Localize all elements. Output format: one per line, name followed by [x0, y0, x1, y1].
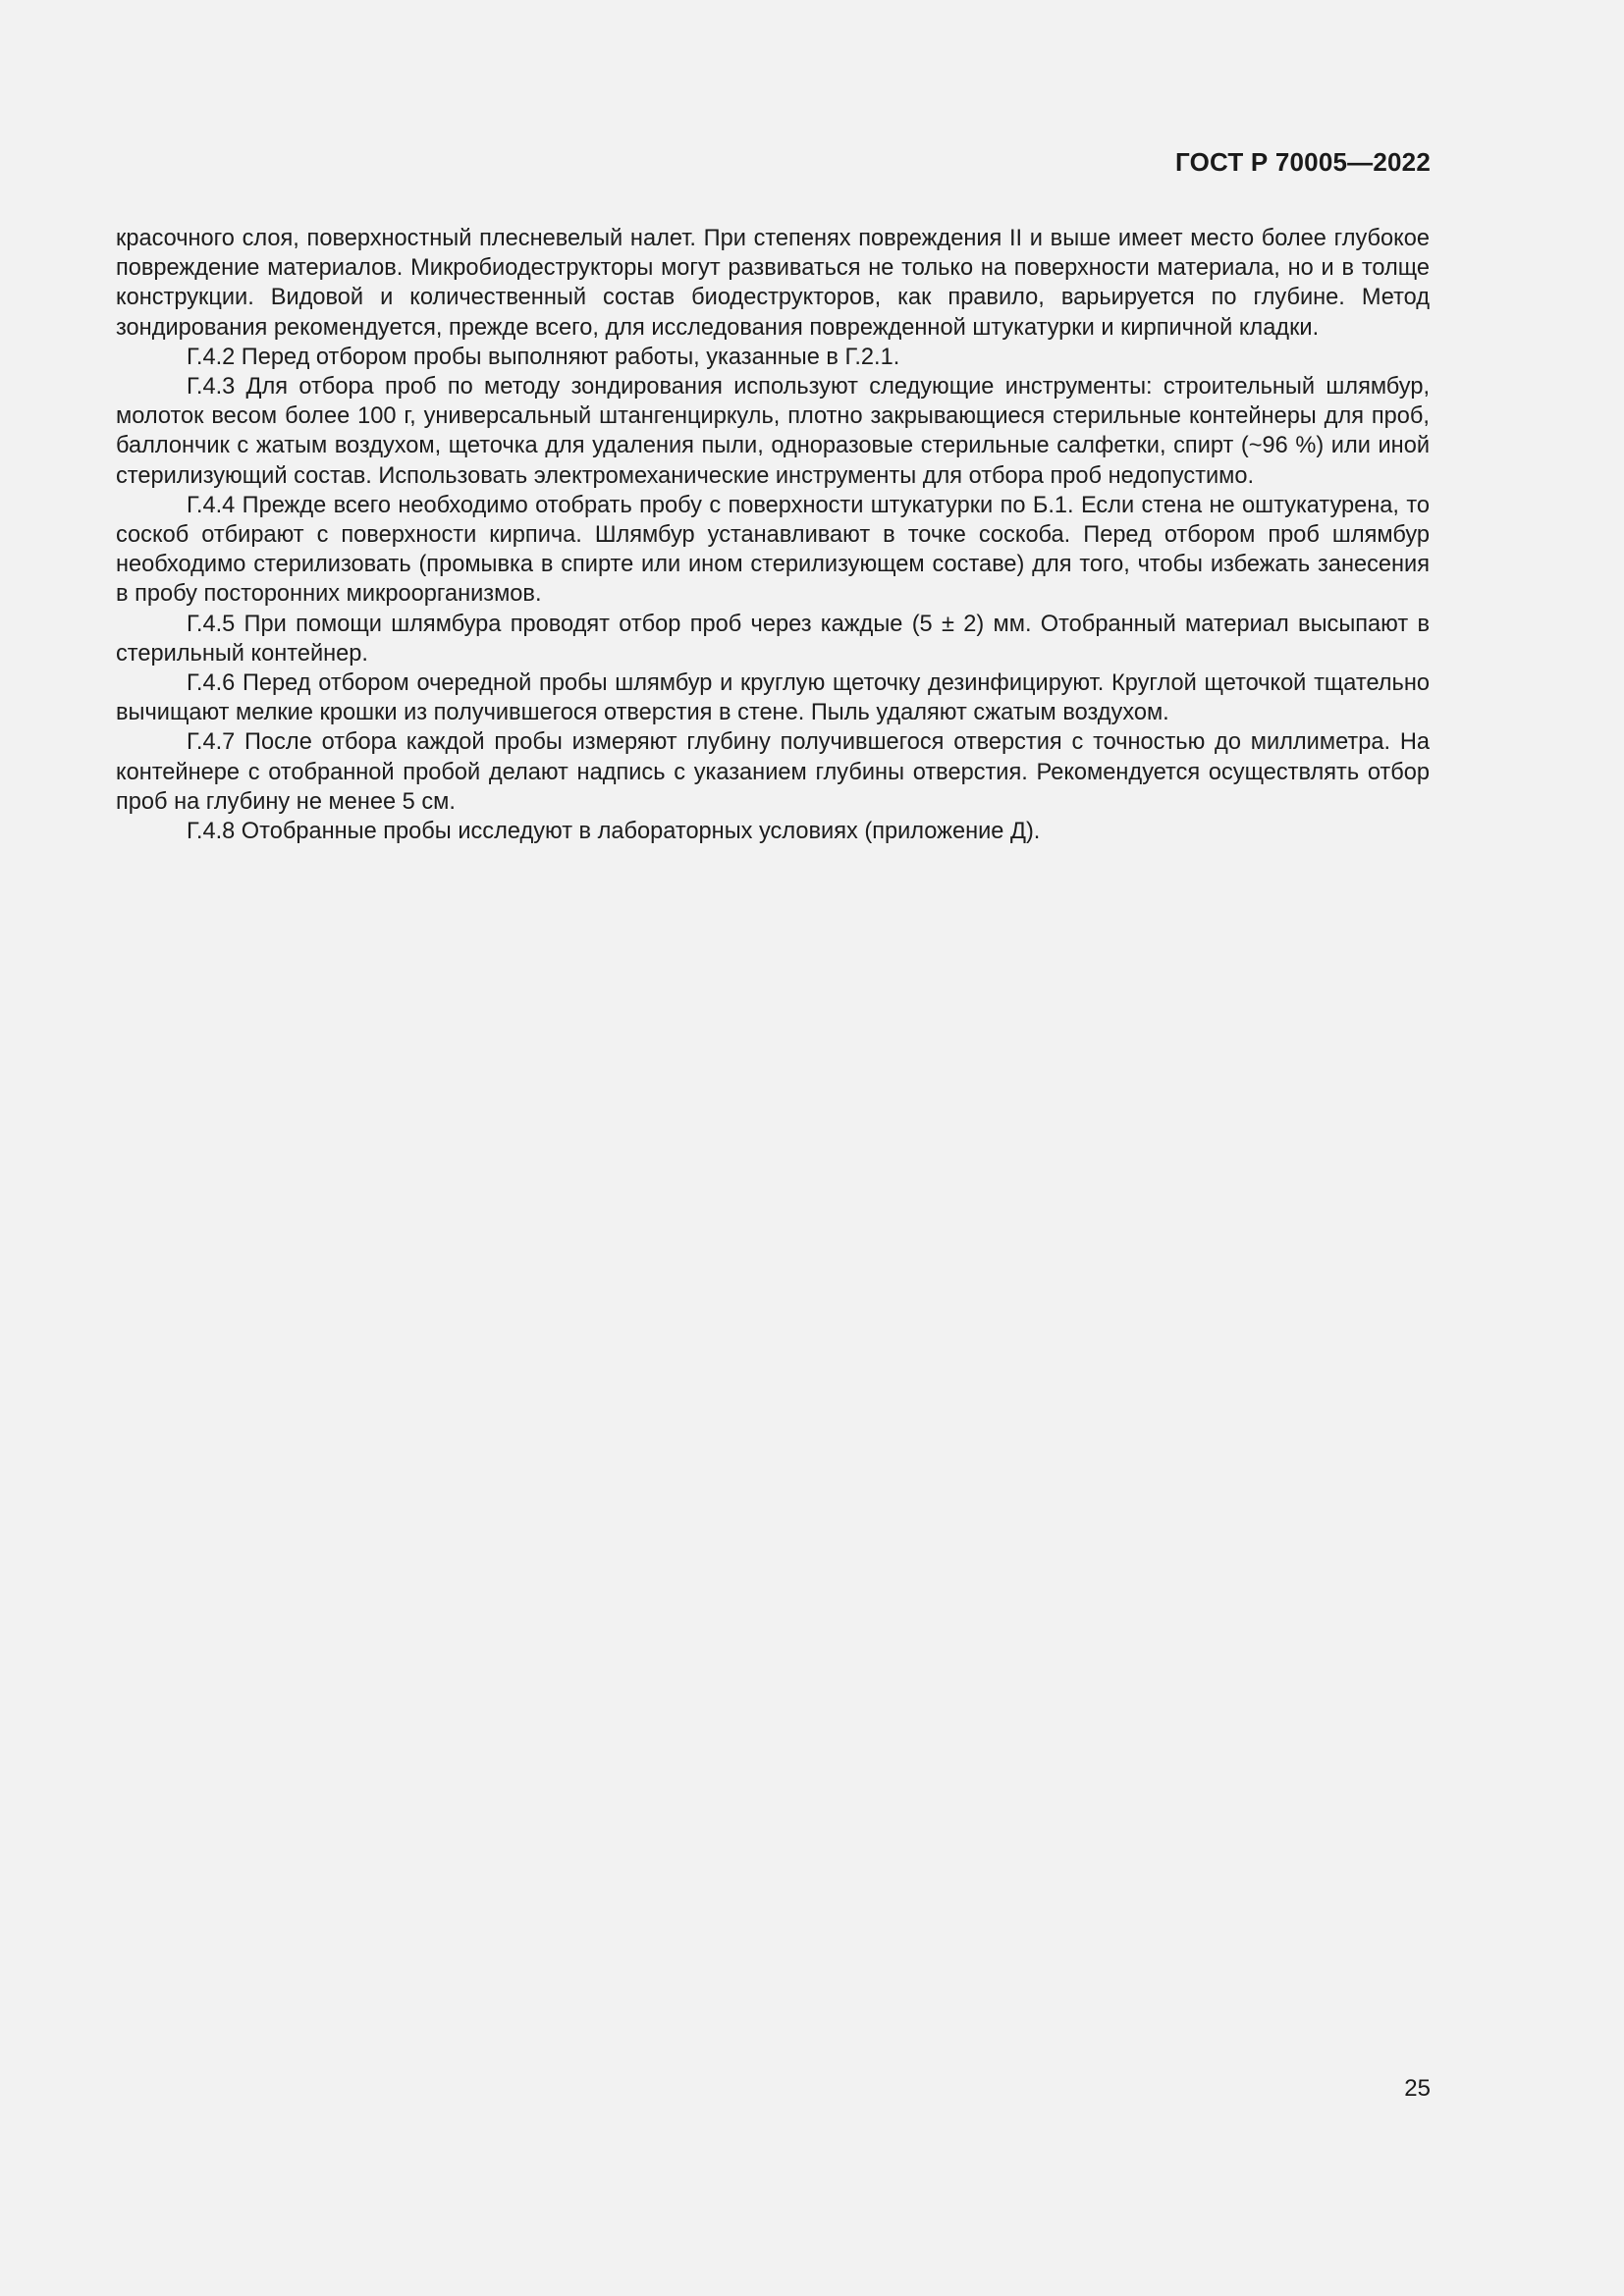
document-code-header: ГОСТ Р 70005—2022	[1175, 147, 1431, 177]
paragraph-g-4-2: Г.4.2 Перед отбором пробы выполняют работы, указанные в Г.2.1.	[187, 344, 900, 370]
paragraph-g-4-3: Г.4.3 Для отбора проб по методу зондирования используют следующие инструменты: строительный шлямбур, молоток весом более 100 г, универсальный штангенциркуль, плотно закрывающиеся стерильные контейнеры для проб, баллончик с жатым воздухом, щеточка для удаления пыли, одноразовые стерильные салфетки, спирт (~96 %) или иной стерилизующий состав. Использовать электромеханические инструменты для отбора проб недопустимо.	[116, 374, 1430, 489]
paragraph-g-4-8: Г.4.8 Отобранные пробы исследуют в лабораторных условиях (приложение Д).	[187, 819, 1041, 845]
paragraph-g-4-4: Г.4.4 Прежде всего необходимо отобрать пробу с поверхности штукатурки по Б.1. Если стена не оштукатурена, то соскоб отбирают с поверхности кирпича. Шлямбур устанавливают в точке соскоба. Перед отбором проб шлямбур необходимо стерилизовать (промывка в спирте или ином стерилизующем составе) для того, чтобы избежать занесения в пробу посторонних микроорганизмов.	[116, 492, 1430, 608]
document-body	[116, 224, 1430, 846]
page-number: 25	[1404, 2075, 1431, 2102]
paragraph-continuation: красочного слоя, поверхностный плесневелый налет. При степенях повреждения II и выше имеет место более глубокое повреждение материалов. Микробиодеструкторы могут развиваться не только на поверхности материала, но и в толще конструкции. Видовой и количественный состав биодеструкторов, как правило, варьируется по глубине. Метод зондирования рекомендуется, прежде всего, для исследования поврежденной штукатурки и кирпичной кладки.	[116, 226, 1430, 341]
paragraph-g-4-6: Г.4.6 Перед отбором очередной пробы шлямбур и круглую щеточку дезинфицируют. Круглой щеточкой тщательно вычищают мелкие крошки из получившегося отверстия в стене. Пыль удаляют сжатым воздухом.	[116, 670, 1430, 726]
paragraph-g-4-5: Г.4.5 При помощи шлямбура проводят отбор проб через каждые (5 ± 2) мм. Отобранный материал высыпают в стерильный контейнер.	[116, 611, 1430, 667]
paragraph-g-4-7: Г.4.7 После отбора каждой пробы измеряют глубину получившегося отверстия с точностью до миллиметра. На контейнере с отобранной пробой делают надпись с указанием глубины отверстия. Рекомендуется осуществлять отбор проб на глубину не менее 5 см.	[116, 729, 1430, 815]
